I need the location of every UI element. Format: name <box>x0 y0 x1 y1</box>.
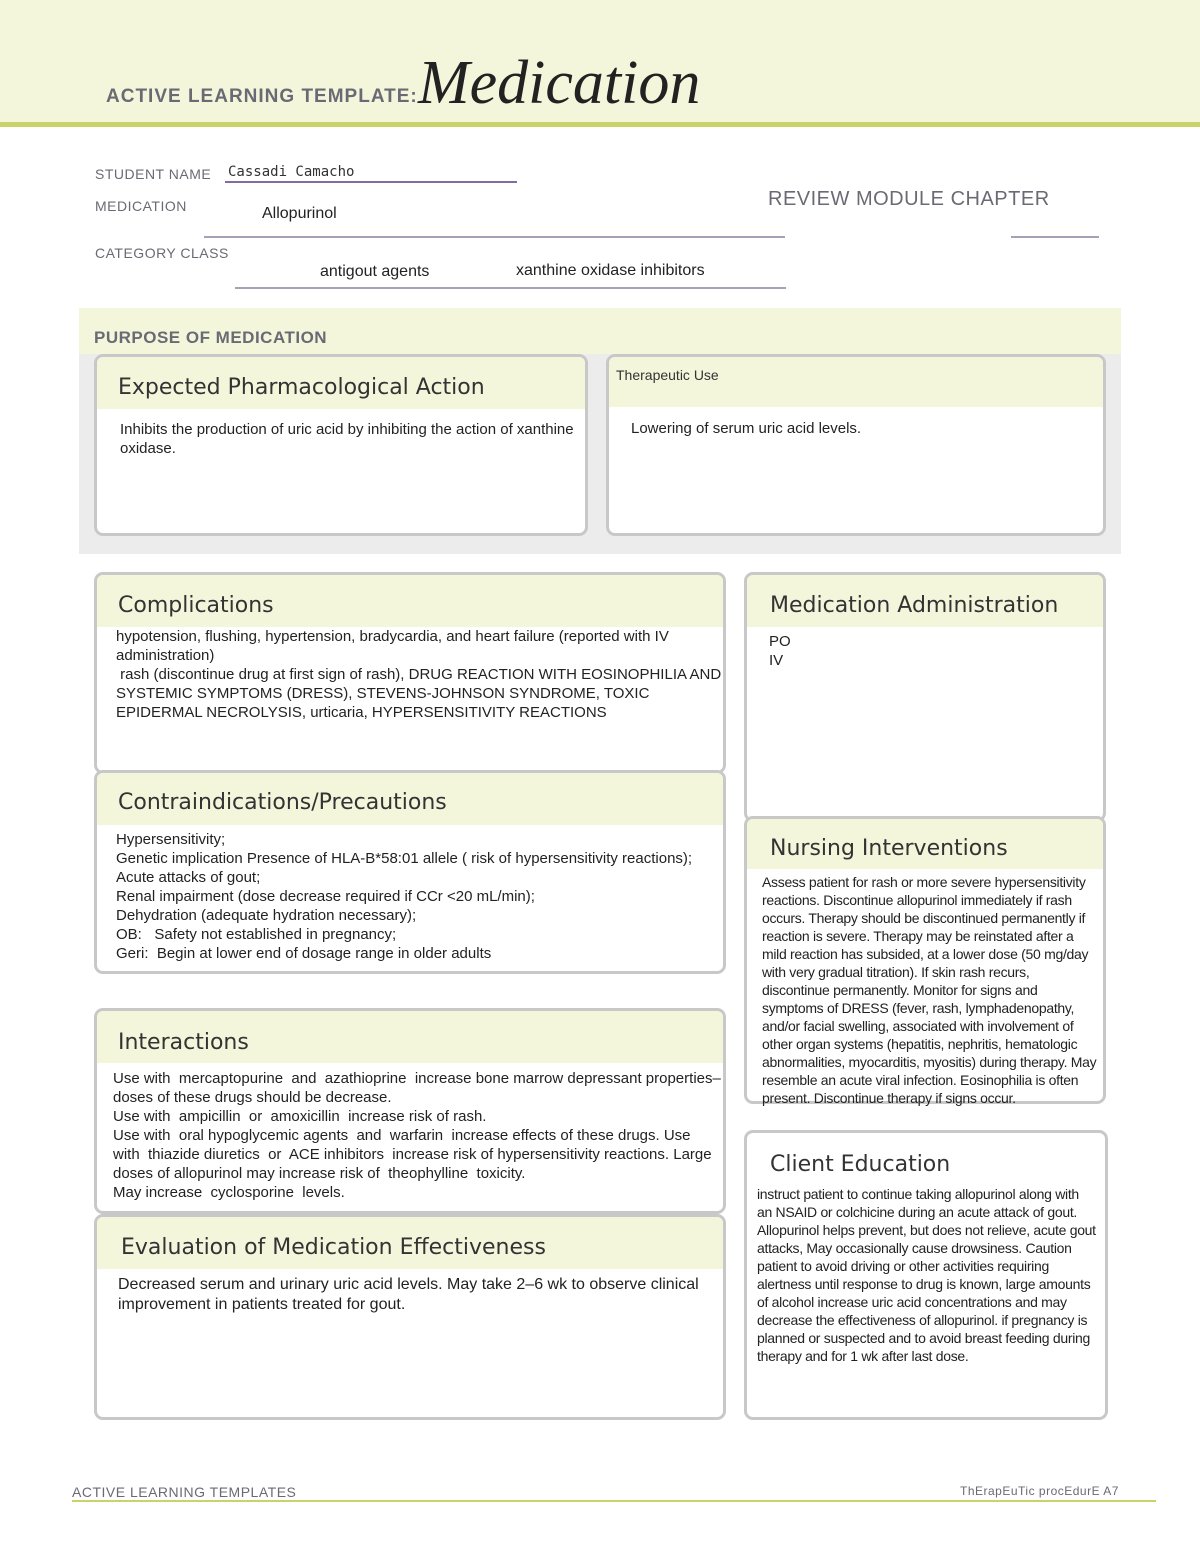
student-name-label: STUDENT NAME <box>95 166 212 182</box>
interactions-box <box>94 1008 726 1214</box>
review-module-chapter-label: REVIEW MODULE CHAPTER <box>768 188 1050 210</box>
medication-field[interactable]: Allopurinol <box>262 205 337 222</box>
footer-right-label: ThErapEuTic procEdurE A7 <box>960 1484 1119 1498</box>
interactions-line: Use with oral hypoglycemic agents and warfarin increase effects of these drugs. Use with thiazide diuretics or ACE inhibitors increase risk of hypersensitivity reactions. Large doses of allopurinol may increase risk of theophylline toxicity. <box>113 1127 716 1182</box>
category-class-field-1[interactable]: antigout agents <box>320 263 430 280</box>
review-module-chapter-field[interactable] <box>1011 236 1099 238</box>
contraindications-line: Hypersensitivity; <box>116 831 226 848</box>
contraindications-title: Contraindications/Precautions <box>118 790 447 815</box>
complications-box <box>94 572 726 774</box>
complications-line: rash (discontinue drug at first sign of rash), DRUG REACTION WITH EOSINOPHILIA AND SYSTEMIC SYMPTOMS (DRESS), STEVENS-JOHNSON SYNDROME, TOXIC EPIDERMAL NECROLYSIS, urticaria, HYPERSENSITIVITY REACTIONS <box>116 666 726 721</box>
administration-route: IV <box>769 652 784 669</box>
client-education-text[interactable]: instruct patient to continue taking allopurinol along with an NSAID or colchicine during an acute attack of gout. Allopurinol helps prevent, but does not relieve, acute gout attacks, May occasionally cause drowsiness. Caution patient to avoid driving or other activities requiring alertness until response to drug is known, large amounts of alcohol increase uric acid concentrations and may decrease the effectiveness of allopurinol. if pregnancy is planned or suspected and to avoid breast feeding during therapy and for 1 wk after last dose. <box>757 1186 1096 1364</box>
nursing-interventions-box <box>744 816 1106 1104</box>
medication-underline <box>204 236 785 238</box>
administration-text[interactable] <box>769 632 1089 670</box>
contraindications-text[interactable] <box>116 830 716 963</box>
interactions-text[interactable] <box>113 1069 721 1202</box>
footer-divider <box>72 1500 1156 1502</box>
purpose-title: PURPOSE OF MEDICATION <box>94 328 328 347</box>
client-education-box <box>744 1130 1108 1420</box>
expected-action-box <box>94 354 588 536</box>
category-class-underline <box>235 287 786 289</box>
student-name-field[interactable]: Cassadi Camacho <box>228 164 355 180</box>
expected-action-title: Expected Pharmacological Action <box>118 375 485 400</box>
category-class-label: CATEGORY CLASS <box>95 245 229 261</box>
complications-text[interactable] <box>116 627 724 722</box>
medication-label: MEDICATION <box>95 198 187 214</box>
interactions-line: Use with ampicillin or amoxicillin increase risk of rash. <box>113 1108 487 1125</box>
header-divider <box>0 122 1200 127</box>
contraindications-line: Renal impairment (dose decrease required if CCr <20 mL/min); <box>116 888 535 905</box>
interactions-title: Interactions <box>118 1030 249 1055</box>
evaluation-text[interactable]: Decreased serum and urinary uric acid levels. May take 2–6 wk to observe clinical improvement in patients treated for gout. <box>118 1276 699 1313</box>
administration-title: Medication Administration <box>770 593 1059 618</box>
nursing-interventions-title: Nursing Interventions <box>770 836 1008 861</box>
template-title: Medication <box>418 49 701 117</box>
evaluation-box <box>94 1214 726 1420</box>
therapeutic-use-text[interactable]: Lowering of serum uric acid levels. <box>631 420 862 437</box>
contraindications-line: Dehydration (adequate hydration necessary); <box>116 907 417 924</box>
expected-action-text[interactable]: Inhibits the production of uric acid by inhibiting the action of xanthine oxidase. <box>120 421 574 457</box>
student-name-underline <box>225 181 517 183</box>
interactions-line: May increase cyclosporine levels. <box>113 1184 345 1201</box>
nursing-interventions-text[interactable]: Assess patient for rash or more severe hypersensitivity reactions. Discontinue allopurinol immediately if rash occurs. Therapy should be discontinued permanently if reaction is severe. Therapy may be reinstated after a mild reaction has subsided, at a lower dose (50 mg/day with very gradual titration). If skin rash recurs, discontinue permanently. Monitor for signs and symptoms of DRESS (fever, rash, lymphadenopathy, and/or facial swelling, associated with involvement of other organ systems (hepatitis, nephritis, hematologic abnormalities, myocarditis, myositis) during therapy. May resemble an acute viral infection. Eosinophilia is often present. Discontinue therapy if signs occur. <box>762 874 1097 1106</box>
complications-line: hypotension, flushing, hypertension, bradycardia, and heart failure (reported with IV administration) <box>116 628 669 664</box>
complications-title: Complications <box>118 593 274 618</box>
template-label: ACTIVE LEARNING TEMPLATE: <box>106 86 418 107</box>
administration-box <box>744 572 1106 822</box>
client-education-title: Client Education <box>770 1152 951 1177</box>
therapeutic-use-title: Therapeutic Use <box>616 367 719 383</box>
footer-left-label: ACTIVE LEARNING TEMPLATES <box>72 1484 297 1500</box>
therapeutic-use-box <box>606 354 1106 536</box>
category-class-field-2[interactable]: xanthine oxidase inhibitors <box>516 262 705 279</box>
contraindications-line: Genetic implication Presence of HLA-B*58:01 allele ( risk of hypersensitivity reactions); Acute attacks of gout; <box>116 850 693 886</box>
administration-route: PO <box>769 633 791 650</box>
contraindications-line: OB: Safety not established in pregnancy; <box>116 926 397 943</box>
evaluation-title: Evaluation of Medication Effectiveness <box>121 1235 546 1260</box>
interactions-line: Use with mercaptopurine and azathioprine increase bone marrow depressant properties–doses of these drugs should be decrease. <box>113 1070 721 1106</box>
contraindications-line: Geri: Begin at lower end of dosage range in older adults <box>116 945 492 962</box>
contraindications-box <box>94 770 726 974</box>
